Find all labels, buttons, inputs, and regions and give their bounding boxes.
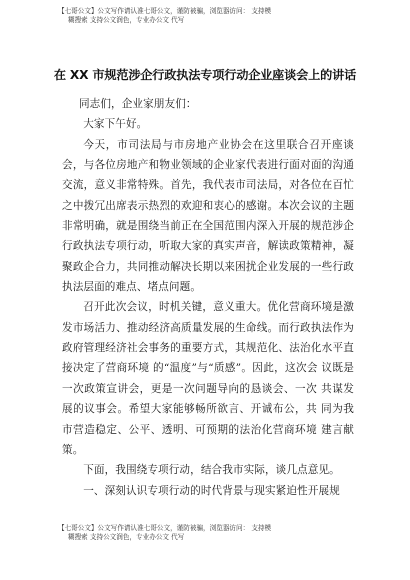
watermark-header-line1: 【七哥公文】公文写作请认准七哥公文，谨防被骗，浏览器访问： 支持模	[58, 7, 272, 15]
watermark-footer-line1: 【七哥公文】公文写作请认准七哥公文，谨防被骗，浏览器访问： 支持模	[58, 524, 272, 532]
body-paragraph: 召开此次会议，时机关键，意义重大。优化营商环境是激发市场活力、推动经济高质量发展的生命线。而行政执法作为政府管理经济社会事务的重要方式，其规范化、法治化水平直接决定了营商环境 的“温度”与“质感”。因此，这次会 议既是一次政策宣讲会，更是一次问题导向的恳谈会、一次 共谋发展的议事会。希望大家能够畅所欲言、开诚布公，共 同为我市营造稳定、公平、透明、可预期的法治化营商环境 建言献策。	[62, 301, 354, 456]
body-paragraph: 下面，我围绕专项行动，结合我市实际，谈几点意见。	[83, 464, 340, 477]
watermark-footer-line2: 糊搜索 支持公文润色，专业办公文 代写	[68, 533, 185, 541]
body-paragraph: 今天，市司法局与市房地产业协会在这里联合召开座谈会，与各位房地产和物业领域的企业家代表进行面对面的沟通交流，意义非常特殊。首先，我代表市司法局，对各位在百忙之中拨冗出席表示热烈的欢迎和衷心的感谢。本次会议的主题非常明确，就是围绕当前正在全国范围内深入开展的规范涉企行政执法专项行动，听取大家的真实声音，解读政策精神，凝聚政企合力，共同推动解决长期以来困扰企业发展的一些行政执法层面的难点、堵点问题。	[62, 138, 354, 294]
watermark-footer	[58, 524, 358, 542]
document-title: 在 XX 市规范涉企行政执法专项行动企业座谈会上的讲话	[53, 68, 357, 82]
watermark-header-line2: 糊搜索 支持公文润色，专业办公文 代写	[68, 16, 185, 24]
section-heading: 一、深刻认识专项行动的时代背景与现实紧迫性开展规	[83, 484, 340, 497]
watermark-header	[58, 7, 358, 25]
body-paragraph: 大家下午好。	[83, 118, 148, 131]
salutation: 同志们，企业家朋友们：	[78, 98, 197, 110]
document-body	[62, 94, 354, 501]
